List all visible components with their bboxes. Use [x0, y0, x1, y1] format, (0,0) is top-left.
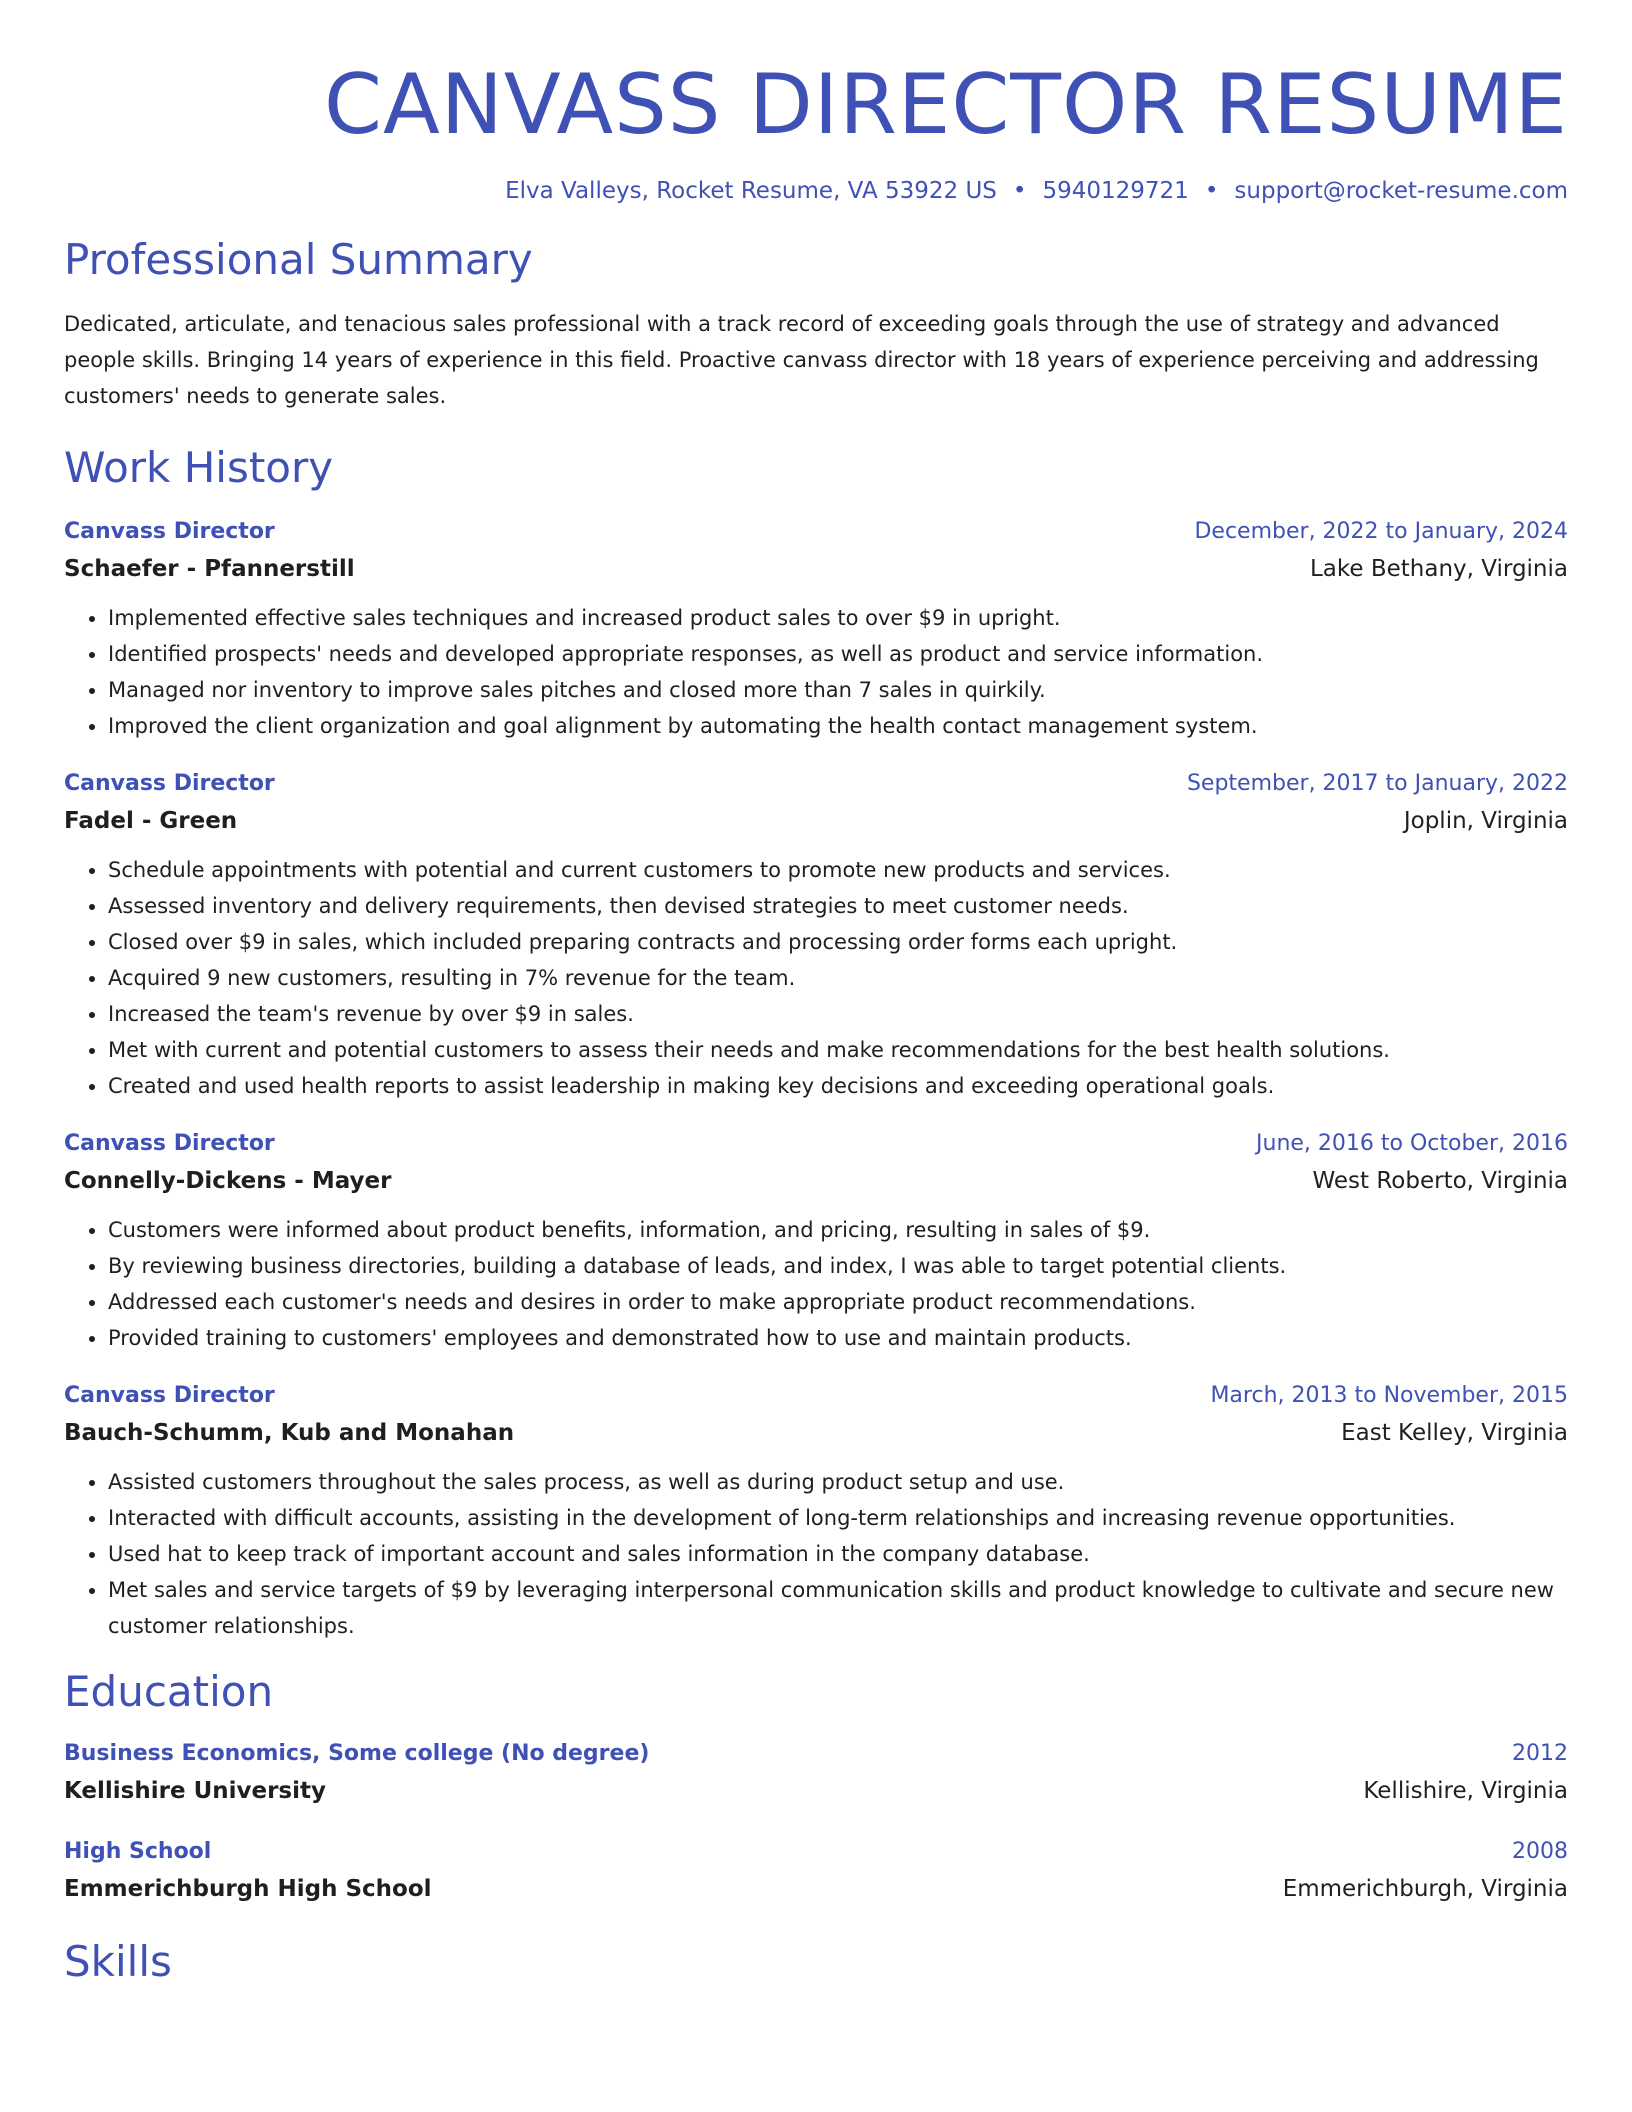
job-bullet: • Met with current and potential customers to assess their needs and make recommendations for the best health solutions.	[108, 1032, 1568, 1068]
job-company: Schaefer - Pfannerstill	[64, 556, 355, 582]
education-year: 2012	[1512, 1741, 1568, 1766]
job-bullet: • Improved the client organization and goal alignment by automating the health contact management system.	[108, 708, 1568, 744]
job-dates: September, 2017 to January, 2022	[1186, 771, 1568, 796]
job-location: West Roberto, Virginia	[1312, 1168, 1568, 1194]
section-heading-skills: Skills	[64, 1937, 172, 1986]
job-bullet: • Managed nor inventory to improve sales pitches and closed more than 7 sales in quirkily.	[108, 672, 1568, 708]
job-dates: June, 2016 to October, 2016	[1256, 1131, 1568, 1156]
job-bullet: • Closed over $9 in sales, which included preparing contracts and processing order forms each upright.	[108, 924, 1568, 960]
job-bullet: • Assisted customers throughout the sales process, as well as during product setup and use.	[108, 1464, 1568, 1500]
education-degree: Business Economics, Some college (No degree)	[64, 1741, 650, 1766]
job-bullet: • Increased the team's revenue by over $9 in sales.	[108, 996, 1568, 1032]
education-entry	[64, 1834, 1568, 1908]
job-dates: March, 2013 to November, 2015	[1210, 1383, 1568, 1408]
contact-email: support@rocket-resume.com	[1234, 178, 1568, 204]
education-location: Emmerichburgh, Virginia	[1282, 1876, 1568, 1902]
section-heading-summary: Professional Summary	[64, 235, 533, 284]
job-role: Canvass Director	[64, 1383, 275, 1408]
job-company: Fadel - Green	[64, 808, 238, 834]
job-location: Lake Bethany, Virginia	[1309, 556, 1568, 582]
job-role: Canvass Director	[64, 519, 275, 544]
job-bullet: • Addressed each customer's needs and desires in order to make appropriate product recommendations.	[108, 1284, 1568, 1320]
section-heading-education: Education	[64, 1667, 274, 1716]
work-history-list	[64, 514, 1568, 1644]
resume-title: CANVASS DIRECTOR RESUME	[324, 56, 1568, 153]
job-bullet: • Schedule appointments with potential and current customers to promote new products and services.	[108, 852, 1568, 888]
job-company: Bauch-Schumm, Kub and Monahan	[64, 1420, 515, 1446]
job-entry	[64, 1126, 1568, 1356]
job-bullet: • Customers were informed about product benefits, information, and pricing, resulting in sales of $9.	[108, 1212, 1568, 1248]
job-entry	[64, 1378, 1568, 1644]
summary-text: Dedicated, articulate, and tenacious sales professional with a track record of exceeding goals through the use of strategy and advanced people skills. Bringing 14 years of experience in this field. Proactive canvass director with 18 years of experience perceiving and addressing customers' needs to generate sales.	[64, 312, 1539, 408]
job-bullets	[64, 1212, 1568, 1356]
contact-separator: •	[1012, 178, 1027, 204]
contact-phone: 5940129721	[1042, 178, 1189, 204]
job-bullet: • Created and used health reports to assist leadership in making key decisions and exceeding operational goals.	[108, 1068, 1568, 1104]
job-bullet: • Acquired 9 new customers, resulting in 7% revenue for the team.	[108, 960, 1568, 996]
job-role: Canvass Director	[64, 771, 275, 796]
job-bullets	[64, 600, 1568, 744]
job-bullet: • Used hat to keep track of important account and sales information in the company database.	[108, 1536, 1568, 1572]
education-school: Kellishire University	[64, 1778, 326, 1804]
job-bullet: • Met sales and service targets of $9 by leveraging interpersonal communication skills and product knowledge to cultivate and secure new customer relationships.	[108, 1572, 1568, 1644]
education-degree: High School	[64, 1839, 212, 1864]
job-bullet: • Implemented effective sales techniques and increased product sales to over $9 in upright.	[108, 600, 1568, 636]
job-entry	[64, 514, 1568, 744]
job-entry	[64, 766, 1568, 1104]
contact-separator: •	[1204, 178, 1219, 204]
job-role: Canvass Director	[64, 1131, 275, 1156]
education-year: 2008	[1512, 1839, 1568, 1864]
job-bullet: • Interacted with difficult accounts, assisting in the development of long-term relationships and increasing revenue opportunities.	[108, 1500, 1568, 1536]
job-bullet: • Identified prospects' needs and developed appropriate responses, as well as product and service information.	[108, 636, 1568, 672]
job-location: East Kelley, Virginia	[1341, 1420, 1568, 1446]
education-school: Emmerichburgh High School	[64, 1876, 432, 1902]
section-heading-work-history: Work History	[64, 443, 334, 492]
job-bullets	[64, 1464, 1568, 1644]
job-bullet: • By reviewing business directories, building a database of leads, and index, I was able to target potential clients.	[108, 1248, 1568, 1284]
resume-header	[64, 50, 1568, 208]
job-bullet: • Assessed inventory and delivery requirements, then devised strategies to meet customer needs.	[108, 888, 1568, 924]
job-company: Connelly-Dickens - Mayer	[64, 1168, 392, 1194]
contact-line	[64, 174, 1568, 208]
job-location: Joplin, Virginia	[1403, 808, 1568, 834]
education-location: Kellishire, Virginia	[1363, 1778, 1568, 1804]
contact-address: Elva Valleys, Rocket Resume, VA 53922 US	[505, 178, 997, 204]
education-entry	[64, 1736, 1568, 1810]
job-bullet: • Provided training to customers' employees and demonstrated how to use and maintain products.	[108, 1320, 1568, 1356]
job-dates: December, 2022 to January, 2024	[1194, 519, 1568, 544]
job-bullets	[64, 852, 1568, 1104]
